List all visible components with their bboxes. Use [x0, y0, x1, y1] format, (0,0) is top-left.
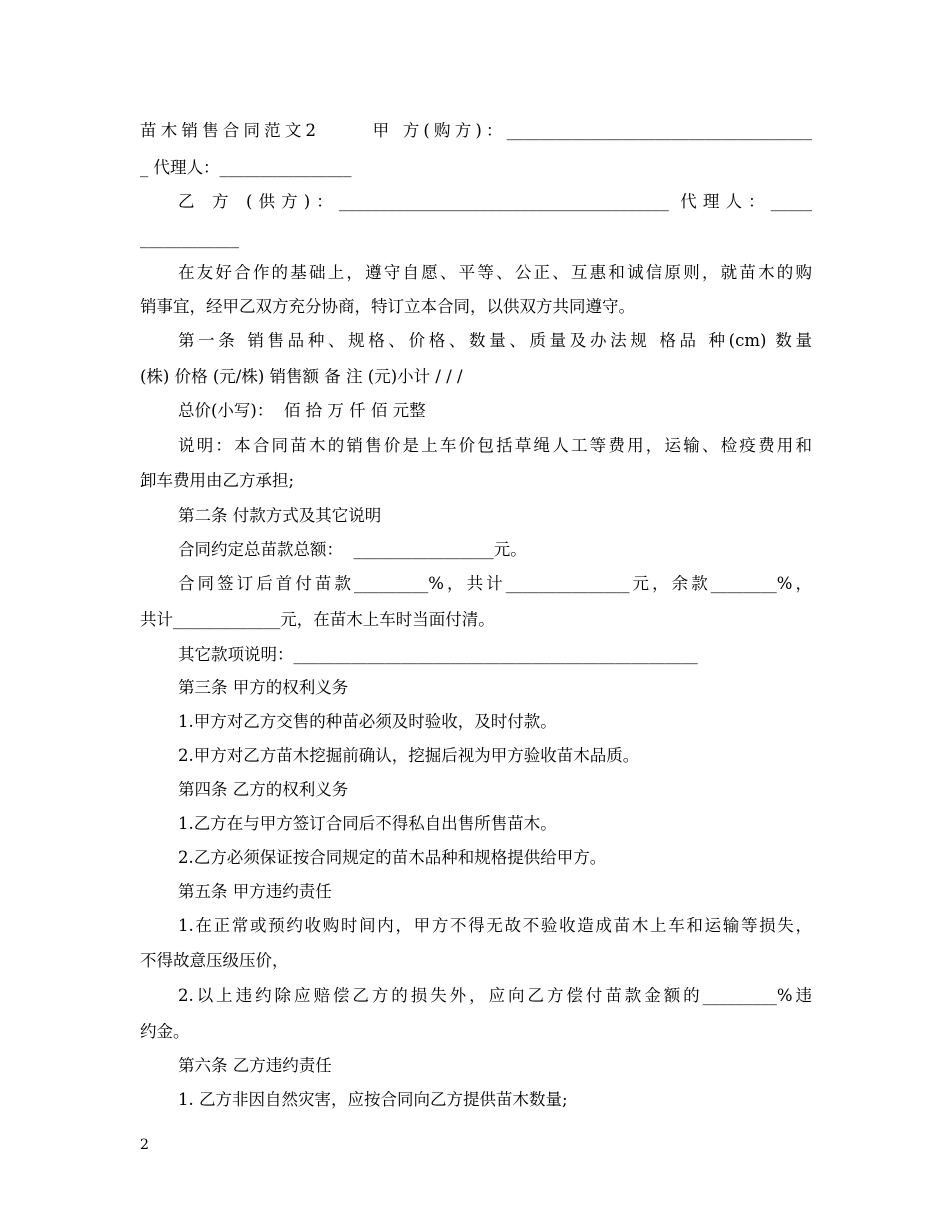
payment-line-1: 合同签订后首付苗款_________%，共计_______________元，余款________%， [178, 574, 812, 593]
article-4-heading: 第四条 乙方的权利义务 [178, 780, 349, 799]
article-5-heading: 第五条 甲方违约责任 [178, 882, 332, 901]
article-1-heading: 第一条 销售品种、规格、价格、数量、质量及办法规 格品 种(cm) 数量 [178, 331, 812, 350]
article-3-item-2: 2.甲方对乙方苗木挖掘前确认，挖掘后视为甲方验收苗木品质。 [178, 746, 640, 765]
other-payments-line: 其它款项说明：_________________________________________________ [178, 645, 698, 664]
note-line-2: 卸车费用由乙方承担; [140, 471, 295, 490]
total-price-line: 总价(小写)： 佰 拾 万 仟 佰 元整 [178, 401, 426, 420]
party-a-agent-line: _ 代理人：________________ [140, 158, 352, 177]
party-b-line: 乙 方 (供方)：________________________________________ 代理人：_____ [178, 192, 812, 211]
article-5-item-2b: 约金。 [140, 1022, 190, 1041]
preamble-line-1: 在友好合作的基础上，遵守自愿、平等、公正、互惠和诚信原则，就苗木的购 [178, 263, 812, 282]
article-2-heading: 第二条 付款方式及其它说明 [178, 506, 382, 525]
article-4-item-1: 1.乙方在与甲方签订合同后不得私自出售所售苗木。 [178, 814, 557, 833]
preamble-line-2: 销事宜，经甲乙双方充分协商，特订立本合同，以供双方共同遵守。 [140, 297, 635, 316]
article-3-item-1: 1.甲方对乙方交售的种苗必须及时验收，及时付款。 [178, 712, 557, 731]
article-6-item-1: 1. 乙方非因自然灾害，应按合同向乙方提供苗木数量; [178, 1090, 568, 1109]
note-line-1: 说明：本合同苗木的销售价是上车价包括草绳人工等费用，运输、检疫费用和 [178, 436, 812, 455]
total-amount-line: 合同约定总苗款总额： _________________元。 [178, 540, 527, 559]
article-3-heading: 第三条 甲方的权利义务 [178, 678, 349, 697]
article-1-table-line: (株) 价格 (元/株) 销售额 备 注 (元)小计 / / / [140, 367, 463, 386]
article-5-item-1a: 1.在正常或预约收购时间内，甲方不得无故不验收造成苗木上车和运输等损失， [178, 916, 812, 935]
title-line: 苗木销售合同范文2 甲 方(购方)：_____________________________________ [140, 121, 812, 140]
page-number: 2 [140, 1137, 149, 1153]
article-4-item-2: 2.乙方必须保证按合同规定的苗木品种和规格提供给甲方。 [178, 848, 607, 867]
payment-line-2: 共计_____________元，在苗木上车时当面付清。 [140, 610, 495, 629]
article-5-item-2a: 2.以上违约除应赔偿乙方的损失外，应向乙方偿付苗款金额的_________%违 [178, 986, 812, 1005]
article-5-item-1b: 不得故意压级压价， [140, 951, 289, 970]
party-b-agent-blank: ____________ [140, 229, 239, 248]
article-6-heading: 第六条 乙方违约责任 [178, 1056, 332, 1075]
